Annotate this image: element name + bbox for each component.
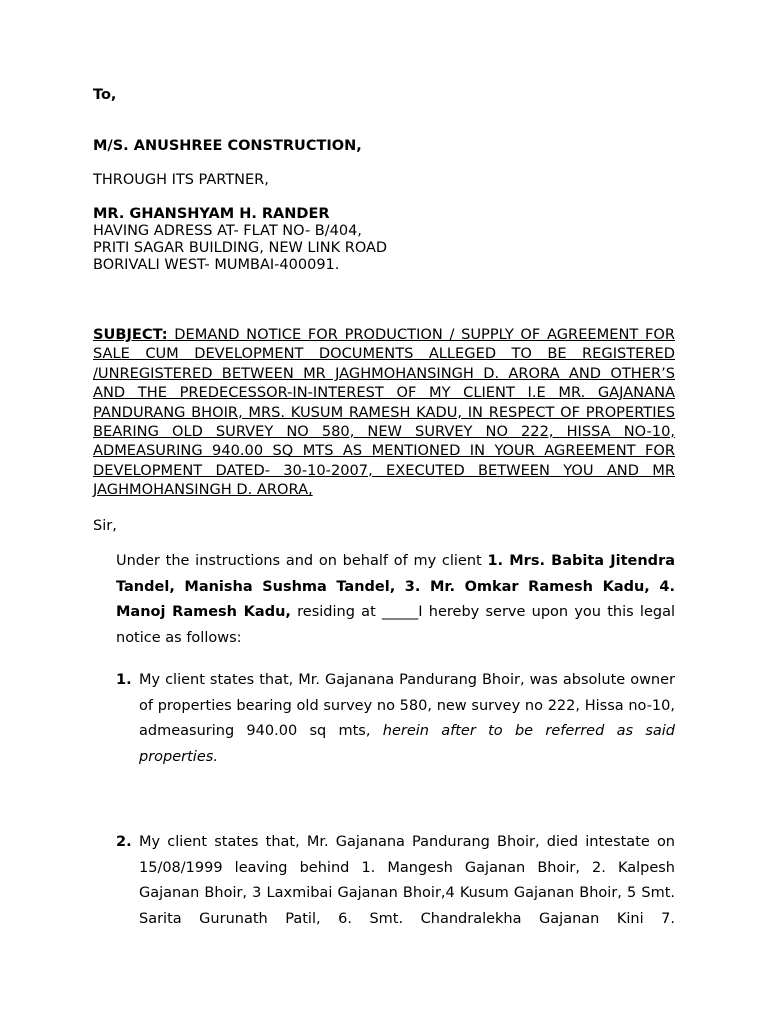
subject-text: DEMAND NOTICE FOR PRODUCTION / SUPPLY OF AGREEMENT FOR SALE CUM DEVELOPMENT DOCUMENTS ALLEGED TO BE REGISTERED /UNREGISTERED BETWEEN MR JAGHMOHANSINGH D. ARORA AND OTHER’S AND THE PREDECESSOR-IN-INTEREST OF MY CLIENT I.E MR. GAJANANA PANDURANG BHOIR, MRS. KUSUM RAMESH KADU, IN RESPECT OF PROPERTIES BEARING OLD SURVEY NO 580, NEW SURVEY NO 222, HISSA NO-10, ADMEASURING 940.00 SQ MTS AS MENTIONED IN YOUR AGREEMENT FOR DEVELOPMENT DATED- 30-10-2007, EXECUTED BETWEEN YOU AND MR JAGHMOHANSINGH D. ARORA, <box>93 326 675 499</box>
salutation: Sir, <box>93 518 117 534</box>
item-number: 2. <box>116 834 132 850</box>
recipient-address-block <box>93 206 387 274</box>
intro-clients: 1. Mrs. Babita Jitendra Tandel, Manisha Sushma Tandel, 3. Mr. Omkar Ramesh Kadu, 4. Manoj Ramesh Kadu, <box>116 553 675 621</box>
address-line: PRITI SAGAR BUILDING, NEW LINK ROAD <box>93 240 388 256</box>
recipient-through: THROUGH ITS PARTNER, <box>93 172 269 188</box>
item-text <box>139 668 675 771</box>
item-body: My client states that, Mr. Gajanana Pandurang Bhoir, died intestate on 15/08/1999 leaving behind 1. Mangesh Gajanan Bhoir, 2. Kalpesh Gajanan Bhoir, 3 Laxmibai Gajanan Bhoir,4 Kusum Gajanan Bhoir, 5 Smt. Sarita Gurunath Patil, 6. Smt. Chandralekha Gajanan Kini 7. <box>139 834 675 928</box>
subject-block <box>93 325 675 500</box>
address-line: HAVING ADRESS AT- FLAT NO- B/404, <box>93 223 362 239</box>
partner-name: MR. GHANSHYAM H. RANDER <box>93 206 330 222</box>
intro-text-before: Under the instructions and on behalf of my client <box>116 553 488 569</box>
item-italic: herein after to be referred as said properties. <box>139 723 675 766</box>
numbered-item <box>116 830 675 933</box>
item-number: 1. <box>116 672 132 688</box>
intro-text-after: residing at _____I hereby serve upon you this legal notice as follows: <box>116 604 675 647</box>
subject-label: SUBJECT: <box>93 326 168 343</box>
recipient-firm: M/S. ANUSHREE CONSTRUCTION, <box>93 138 362 154</box>
greeting-to: To, <box>93 87 117 103</box>
intro-paragraph <box>116 549 675 652</box>
numbered-item <box>116 668 675 771</box>
item-body: My client states that, Mr. Gajanana Pandurang Bhoir, was absolute owner of properties bearing old survey no 580, new survey no 222, Hissa no-10, admeasuring 940.00 sq mts, <box>139 672 675 740</box>
item-text <box>139 830 675 933</box>
address-line: BORIVALI WEST- MUMBAI-400091. <box>93 257 340 273</box>
